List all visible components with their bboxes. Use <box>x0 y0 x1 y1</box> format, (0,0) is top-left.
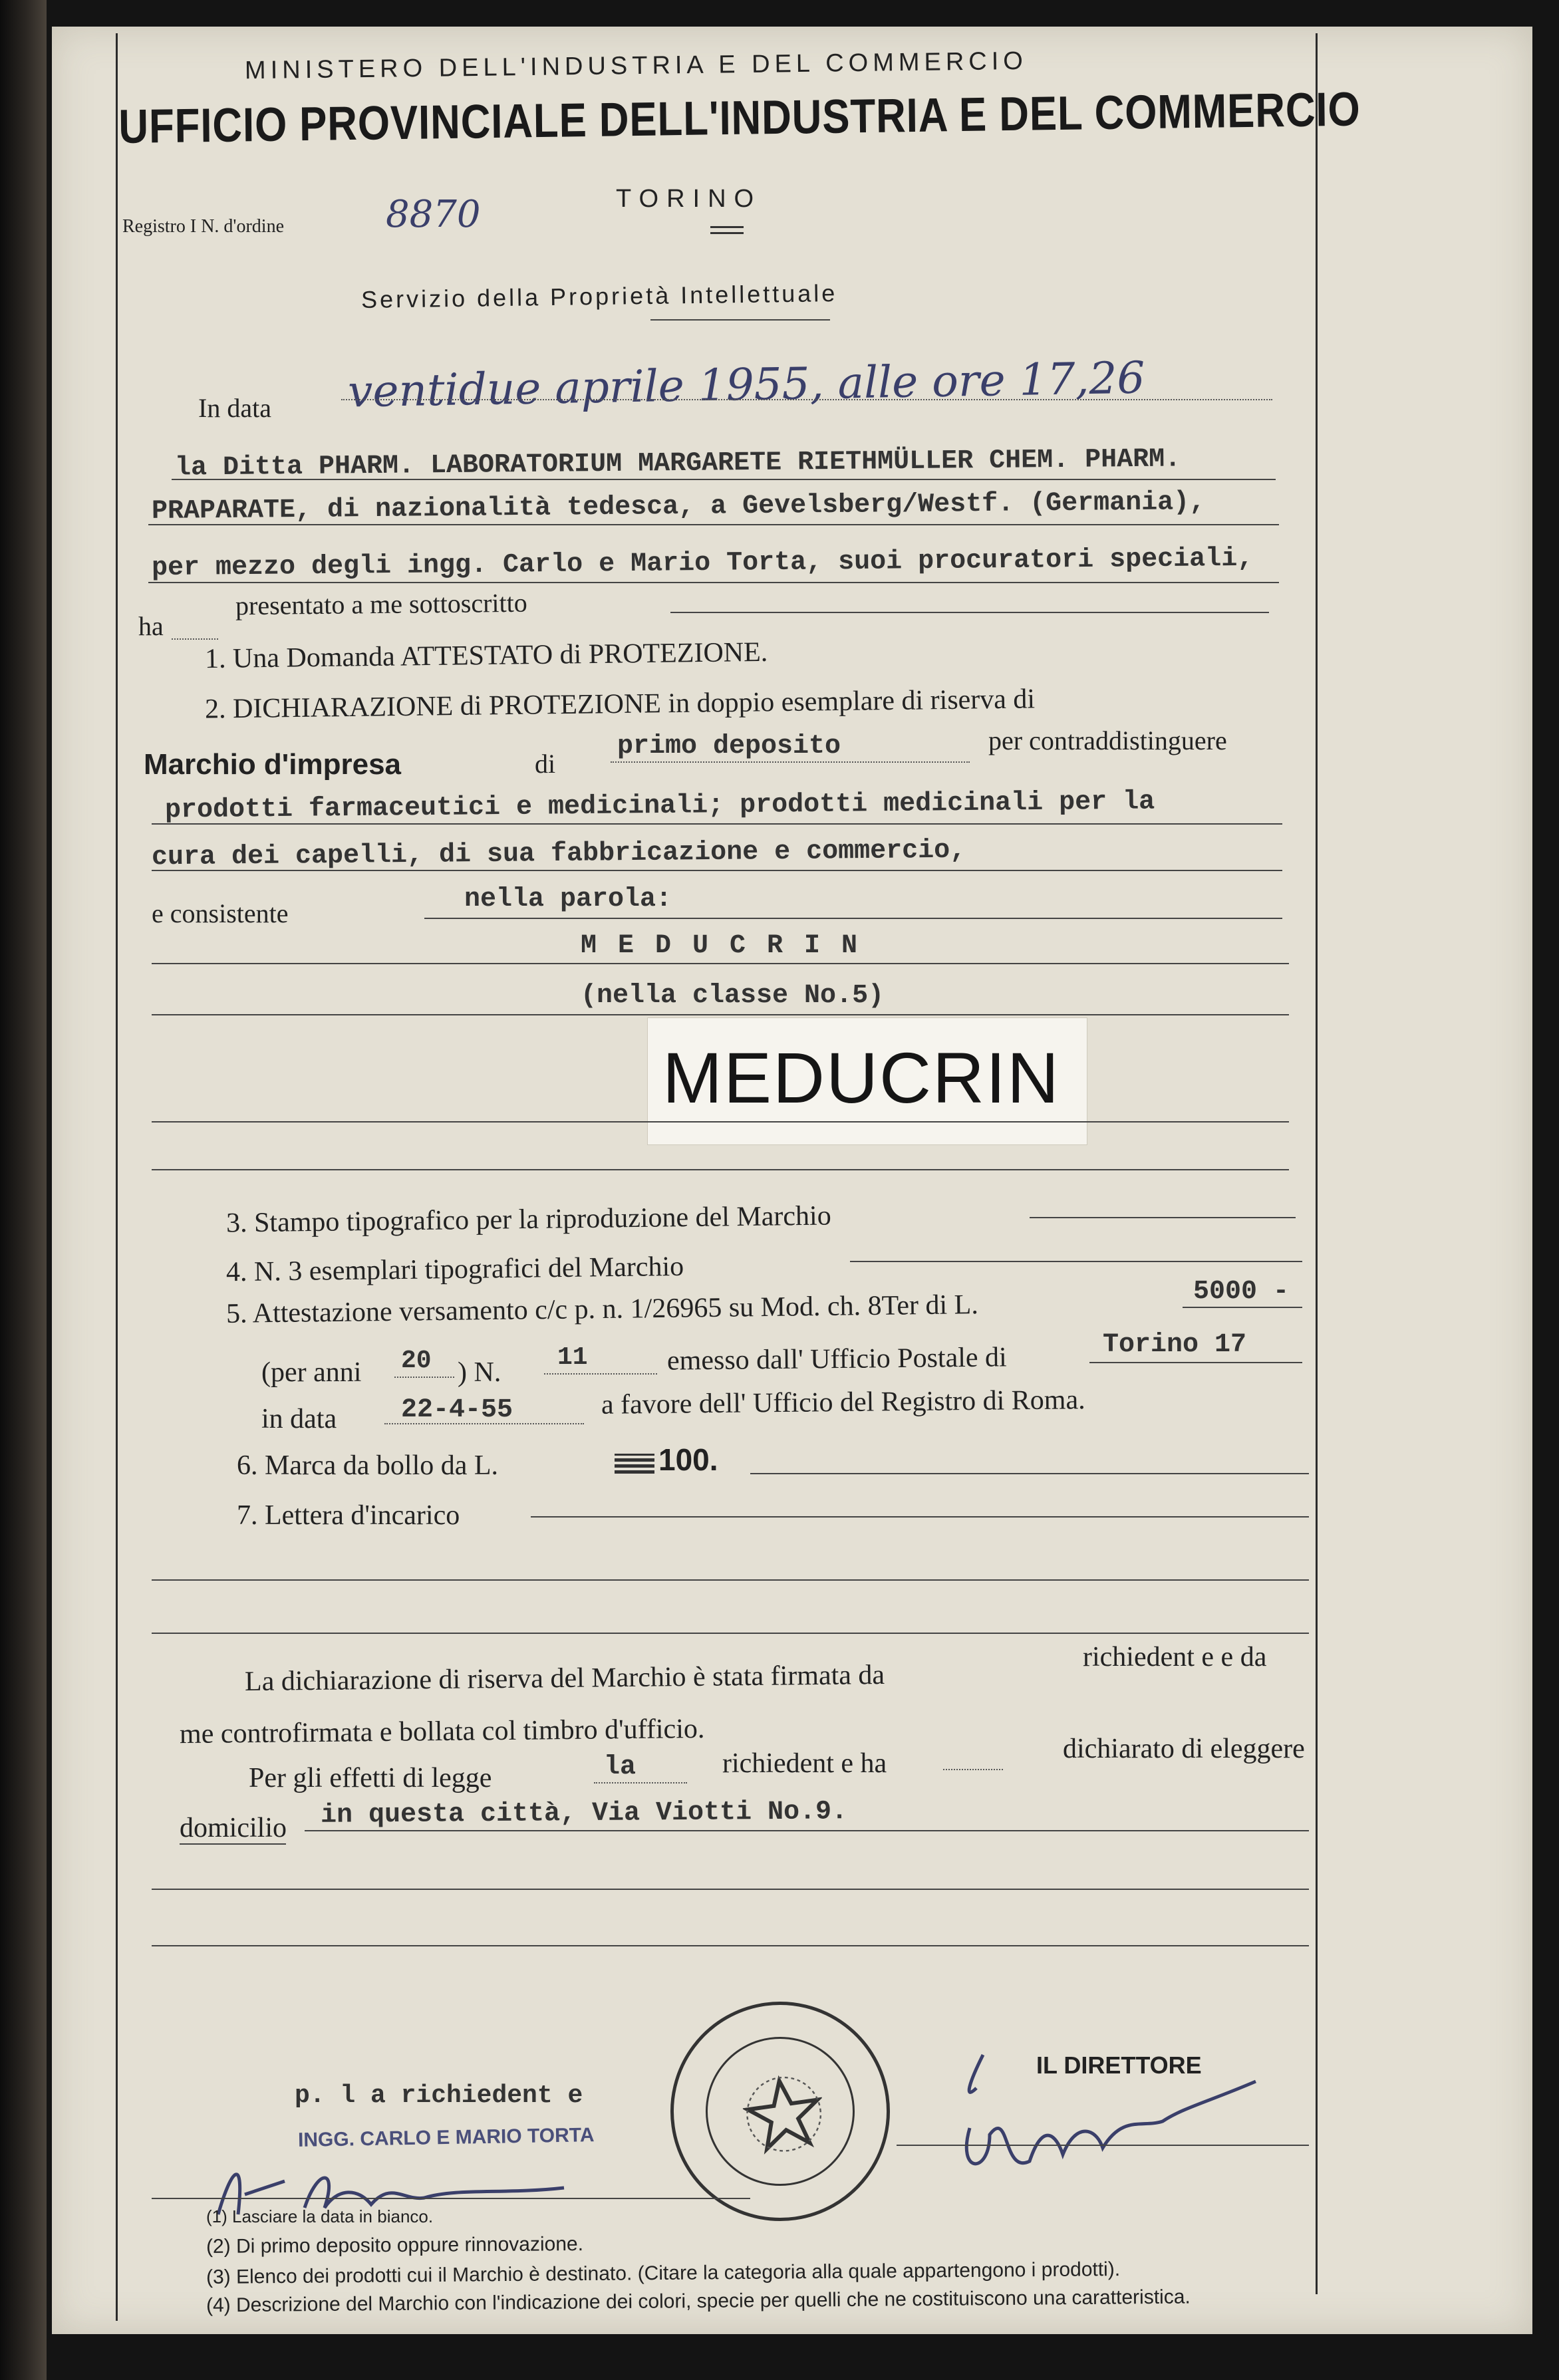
item-3-line <box>1030 1217 1296 1218</box>
attorney-stamp: INGG. CARLO E MARIO TORTA <box>297 2124 595 2151</box>
class-value: (nella classe No.5) <box>581 981 885 1011</box>
footnote-1: (1) Lasciare la data in bianco. <box>206 2206 434 2226</box>
products-line-2: cura dei capelli, di sua fabbricazione e commercio, <box>151 835 966 873</box>
marchio-label: Marchio d'impresa <box>144 748 402 781</box>
richiedente-ha: richiedent e ha <box>722 1748 887 1779</box>
domicilio-line <box>305 1830 1309 1831</box>
company-line-3-rule <box>148 582 1279 583</box>
company-line-1-rule <box>172 479 1276 480</box>
blank-line-4 <box>152 1945 1309 1946</box>
word-line <box>152 963 1289 964</box>
footnote-3: (3) Elenco dei prodotti cui il Marchio è destinato. (Citare la categoria alla quale appartengono i prodotti). <box>206 2258 1121 2288</box>
ha-line <box>172 638 218 640</box>
products-line-1-rule <box>152 823 1282 825</box>
item-6: 6. Marca da bollo da L. <box>237 1450 499 1481</box>
favore-label: a favore dell' Ufficio del Registro di Roma. <box>601 1385 1085 1420</box>
ufficio-value: Torino 17 <box>1103 1330 1247 1360</box>
company-line-1: la Ditta PHARM. LABORATORIUM MARGARETE RIETHMÜLLER CHEM. PHARM. <box>174 444 1181 483</box>
item-5-line <box>1183 1307 1302 1308</box>
presented-line <box>670 612 1269 613</box>
consistent-value: nella parola: <box>464 884 672 914</box>
item-1: 1. Una Domanda ATTESTATO di PROTEZIONE. <box>204 636 768 675</box>
anni-label: (per anni <box>261 1357 362 1388</box>
registry-number: 8870 <box>386 193 481 236</box>
item-3: 3. Stampo tipografico per la riproduzione del Marchio <box>225 1200 831 1239</box>
domicilio-label: domicilio <box>180 1813 287 1843</box>
footnote-2: (2) Di primo deposito oppure rinnovazione. <box>206 2233 584 2258</box>
dichiarato-label: dichiarato di eleggere <box>1063 1734 1305 1764</box>
deposit-value: primo deposito <box>617 731 841 761</box>
products-line-2-rule <box>152 870 1282 871</box>
declaration-line-1: La dichiarazione di riserva del Marchio è stata firmata da <box>244 1659 885 1698</box>
in-data-2-value: 22-4-55 <box>401 1395 513 1425</box>
brand-line-2 <box>152 1169 1289 1170</box>
in-data-2-label: in data <box>261 1404 337 1434</box>
in-data-2-line <box>384 1423 584 1424</box>
company-line-2-rule <box>148 524 1279 525</box>
item-5: 5. Attestazione versamento c/c p. n. 1/26965 su Mod. ch. 8Ter di L. <box>225 1289 979 1329</box>
n-line <box>544 1373 657 1375</box>
ha-label: ha <box>138 611 164 641</box>
domicilio-underline <box>180 1843 286 1845</box>
declaration-line-1-end: richiedent e e da <box>1083 1642 1267 1672</box>
richiedente-line <box>943 1769 1003 1770</box>
company-line-2: PRAPARATE, di nazionalità tedesca, a Gevelsberg/Westf. (Germania), <box>151 487 1206 527</box>
item-4: 4. N. 3 esemplari tipografici del Marchio <box>225 1251 684 1288</box>
right-margin-rule <box>1316 33 1318 2294</box>
office-heading: UFFICIO PROVINCIALE DELL'INDUSTRIA E DEL COMMERCIO <box>118 82 1361 154</box>
effetti-value: la <box>604 1752 637 1782</box>
ufficio-line <box>1089 1362 1302 1363</box>
book-binding <box>0 0 47 2380</box>
service-heading: Servizio della Proprietà Intellettuale <box>360 279 838 313</box>
item-2: 2. DICHIARAZIONE di PROTEZIONE in doppio esemplare di riserva di <box>204 684 1036 725</box>
declaration-line-2: me controfirmata e bollata col timbro d'ufficio. <box>179 1713 705 1750</box>
item-7: 7. Lettera d'incarico <box>237 1500 460 1531</box>
effetti-label: Per gli effetti di legge <box>249 1763 492 1793</box>
star-emblem-icon <box>739 2069 829 2159</box>
director-signature <box>943 2042 1289 2188</box>
in-data-value: ventidue aprile 1955, alle ore 17,26 <box>347 352 1146 418</box>
company-line-3: per mezzo degli ingg. Carlo e Mario Torta, suoi procuratori speciali, <box>151 543 1254 584</box>
city-heading: TORINO <box>616 185 762 213</box>
item-6-line <box>750 1473 1309 1474</box>
item-7-line <box>531 1516 1309 1518</box>
registry-label: Registro I N. d'ordine <box>122 216 285 237</box>
director-label: IL DIRETTORE <box>1036 2051 1202 2079</box>
director-line <box>897 2145 1309 2146</box>
brand-line-1 <box>152 1121 1289 1123</box>
footnote-rule <box>152 2198 750 2199</box>
anni-line <box>394 1377 454 1378</box>
item-5-amount: 5000 - <box>1193 1277 1290 1307</box>
di-label: di <box>535 749 556 779</box>
blank-line-2 <box>152 1633 1309 1634</box>
in-data-line <box>341 399 1272 400</box>
n-value: 11 <box>557 1343 588 1372</box>
anni-value: 20 <box>401 1347 432 1375</box>
in-data-label: In data <box>198 393 271 423</box>
class-line <box>152 1014 1289 1015</box>
item-4-line <box>850 1261 1302 1262</box>
distinguish-label: per contraddistinguere <box>988 726 1227 755</box>
products-line-1: prodotti farmaceutici e medicinali; prodotti medicinali per la <box>164 787 1155 826</box>
consistent-label: e consistente <box>152 898 289 928</box>
blank-line-1 <box>152 1579 1309 1581</box>
n-label: ) N. <box>458 1357 501 1388</box>
word-spaced: M E D U C R I N <box>581 931 861 961</box>
service-underline <box>650 319 830 321</box>
deposit-line <box>611 761 970 763</box>
emesso-label: emesso dall' Ufficio Postale di <box>666 1342 1007 1377</box>
ministry-heading: MINISTERO DELL'INDUSTRIA E DEL COMMERCIO <box>244 47 1028 85</box>
left-margin-rule <box>116 33 118 2321</box>
document-page <box>52 27 1532 2334</box>
footnote-4: (4) Descrizione del Marchio con l'indicazione dei colori, specie per quelli che ne costituiscono una caratteristica. <box>206 2286 1191 2317</box>
blank-line-3 <box>152 1889 1309 1890</box>
consistent-line <box>424 918 1282 919</box>
item-6-value: 100. <box>658 1442 718 1477</box>
effetti-line <box>594 1782 687 1784</box>
domicilio-value: in questa città, Via Viotti No.9. <box>320 1797 848 1831</box>
brand-label: MEDUCRIN <box>662 1037 1060 1118</box>
item-6-struck <box>615 1454 654 1474</box>
signature-left-label: p. l a richiedent e <box>295 2081 583 2110</box>
city-underline <box>710 226 744 234</box>
presented-label: presentato a me sottoscritto <box>235 587 528 621</box>
